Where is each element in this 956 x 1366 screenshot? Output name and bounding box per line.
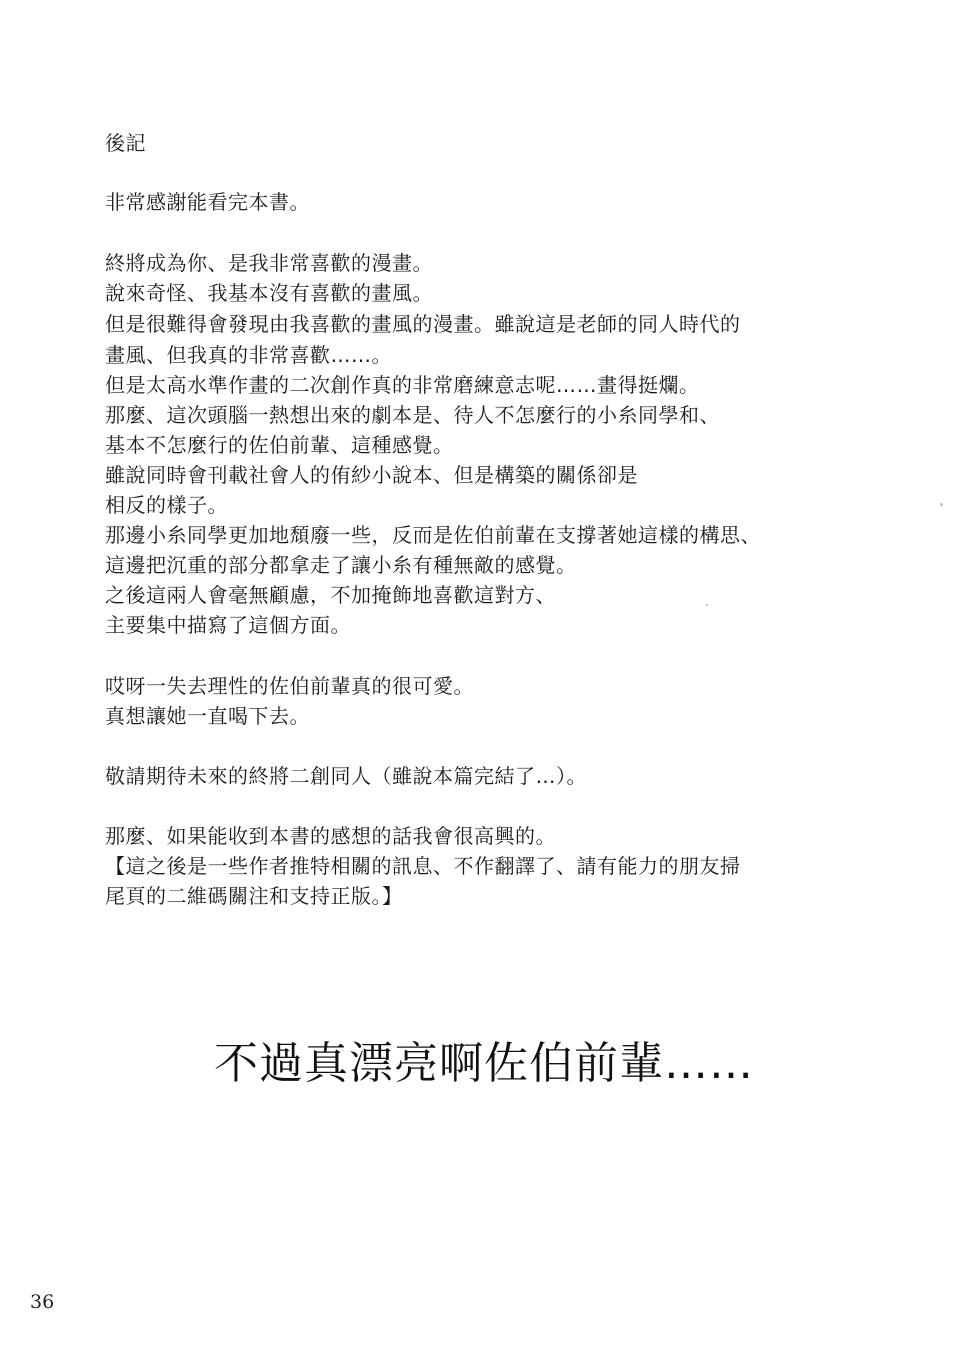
text-line-10: 相反的樣子。 [105,493,228,517]
text-line-17: 敬請期待未來的終將二創同人（雖說本篇完結了…）。 [105,764,587,788]
text-line-16: 真想讓她一直喝下去。 [105,704,310,728]
closing-line: 不過真漂亮啊佐伯前輩…… [214,1038,754,1089]
text-line-13: 之後這兩人會毫無顧慮，不加掩飾地喜歡這對方、 [105,583,556,607]
text-line-14: 主要集中描寫了這個方面。 [105,613,351,637]
text-line-20: 尾頁的二維碼關注和支持正版。】 [105,884,403,908]
text-line-6: 但是太高水準作畫的二次創作真的非常磨練意志呢……畫得挺爛。 [105,373,700,397]
text-line-19: 【這之後是一些作者推特相關的訊息、不作翻譯了、請有能力的朋友掃 [105,854,741,878]
text-line-1: 非常感謝能看完本書。 [105,190,310,214]
text-line-3: 說來奇怪、我基本沒有喜歡的畫風。 [105,281,433,305]
text-line-5: 畫風、但我真的非常喜歡……。 [105,343,392,367]
text-line-18: 那麼、如果能收到本書的感想的話我會很高興的。 [105,824,556,848]
afterword-heading: 後記 [105,131,146,155]
text-line-7: 那麼、這次頭腦一熱想出來的劇本是、待人不怎麼行的小糸同學和、 [105,403,720,427]
text-line-12: 這邊把沉重的部分都拿走了讓小糸有種無敵的感覺。 [105,553,577,577]
text-line-4: 但是很難得會發現由我喜歡的畫風的漫畫。雖說這是老師的同人時代的 [105,312,741,336]
text-line-11: 那邊小糸同學更加地頹廢一些，反而是佐伯前輩在支撐著她這樣的構思、 [105,523,761,547]
scan-speck [940,503,943,506]
text-line-9: 雖說同時會刊載社會人的侑紗小說本、但是構築的關係卻是 [105,463,638,487]
text-line-2: 終將成為你、是我非常喜歡的漫畫。 [105,251,433,275]
text-line-8: 基本不怎麼行的佐伯前輩、這種感覺。 [105,433,454,457]
scan-speck [706,604,708,606]
page-number: 36 [30,1291,55,1313]
text-line-15: 哎呀一失去理性的佐伯前輩真的很可愛。 [105,674,474,698]
